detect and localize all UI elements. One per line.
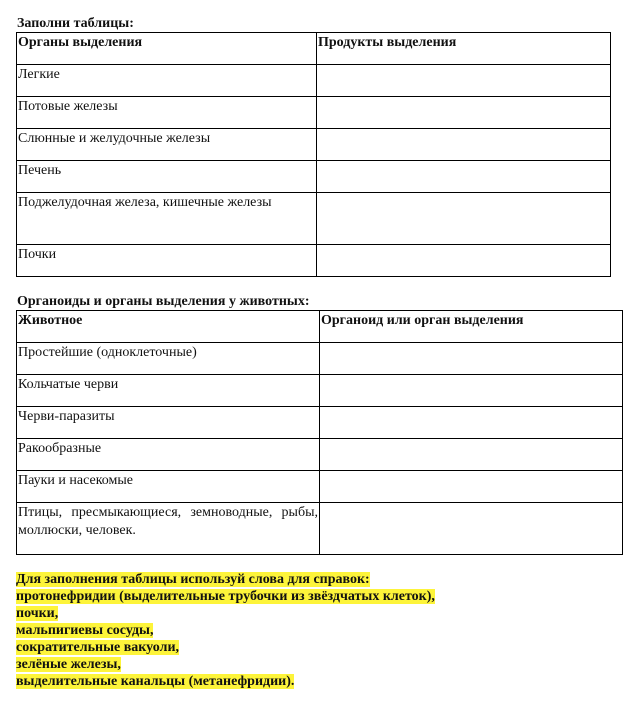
organ-cell: Поджелудочная железа, кишечные железы bbox=[17, 193, 317, 245]
product-answer-cell[interactable] bbox=[317, 161, 611, 193]
organ-cell: Печень bbox=[17, 161, 317, 193]
organ-cell: Слюнные и желудочные железы bbox=[17, 129, 317, 161]
table-header-row bbox=[17, 33, 611, 65]
hint-term: протонефридии (выделительные трубочки из звёздчатых клеток), bbox=[16, 589, 435, 604]
animal-cell: Черви-паразиты bbox=[17, 407, 320, 439]
table-row bbox=[17, 503, 623, 555]
column-header-animal: Животное bbox=[17, 311, 320, 343]
table-row bbox=[17, 161, 611, 193]
hint-instruction: Для заполнения таблицы используй слова для справок: bbox=[16, 572, 370, 587]
table-row bbox=[17, 343, 623, 375]
animal-cell: Ракообразные bbox=[17, 439, 320, 471]
table-row bbox=[17, 245, 611, 277]
excretory-organs-table bbox=[16, 32, 611, 277]
organ-answer-cell[interactable] bbox=[320, 503, 623, 555]
table2-heading: Органоиды и органы выделения у животных: bbox=[17, 294, 310, 309]
table-row bbox=[17, 471, 623, 503]
organ-answer-cell[interactable] bbox=[320, 471, 623, 503]
organ-answer-cell[interactable] bbox=[320, 407, 623, 439]
reference-words-hint bbox=[16, 571, 435, 690]
column-header-products: Продукты выделения bbox=[317, 33, 611, 65]
organ-cell: Легкие bbox=[17, 65, 317, 97]
animal-cell: Пауки и насекомые bbox=[17, 471, 320, 503]
table-row bbox=[17, 97, 611, 129]
animal-cell: Простейшие (одноклеточные) bbox=[17, 343, 320, 375]
table-row bbox=[17, 439, 623, 471]
table-row bbox=[17, 407, 623, 439]
organ-answer-cell[interactable] bbox=[320, 439, 623, 471]
product-answer-cell[interactable] bbox=[317, 193, 611, 245]
animal-cell: Птицы, пресмыкающиеся, земноводные, рыбы, моллюски, человек. bbox=[17, 503, 320, 555]
animal-cell: Кольчатые черви bbox=[17, 375, 320, 407]
product-answer-cell[interactable] bbox=[317, 65, 611, 97]
hint-term: сократительные вакуоли, bbox=[16, 640, 180, 655]
column-header-organ: Органоид или орган выделения bbox=[320, 311, 623, 343]
animal-excretion-table bbox=[16, 310, 623, 555]
table1-heading: Заполни таблицы: bbox=[17, 16, 134, 31]
hint-term: выделительные канальцы (метанефридии). bbox=[16, 674, 295, 689]
column-header-organs: Органы выделения bbox=[17, 33, 317, 65]
organ-answer-cell[interactable] bbox=[320, 375, 623, 407]
table-row bbox=[17, 65, 611, 97]
table-row bbox=[17, 129, 611, 161]
table-row bbox=[17, 193, 611, 245]
table-row bbox=[17, 375, 623, 407]
organ-cell: Почки bbox=[17, 245, 317, 277]
organ-cell: Потовые железы bbox=[17, 97, 317, 129]
hint-term: почки, bbox=[16, 606, 59, 621]
organ-answer-cell[interactable] bbox=[320, 343, 623, 375]
product-answer-cell[interactable] bbox=[317, 129, 611, 161]
hint-term: зелёные железы, bbox=[16, 657, 121, 672]
product-answer-cell[interactable] bbox=[317, 97, 611, 129]
hint-term: мальпигиевы сосуды, bbox=[16, 623, 154, 638]
product-answer-cell[interactable] bbox=[317, 245, 611, 277]
table-header-row bbox=[17, 311, 623, 343]
